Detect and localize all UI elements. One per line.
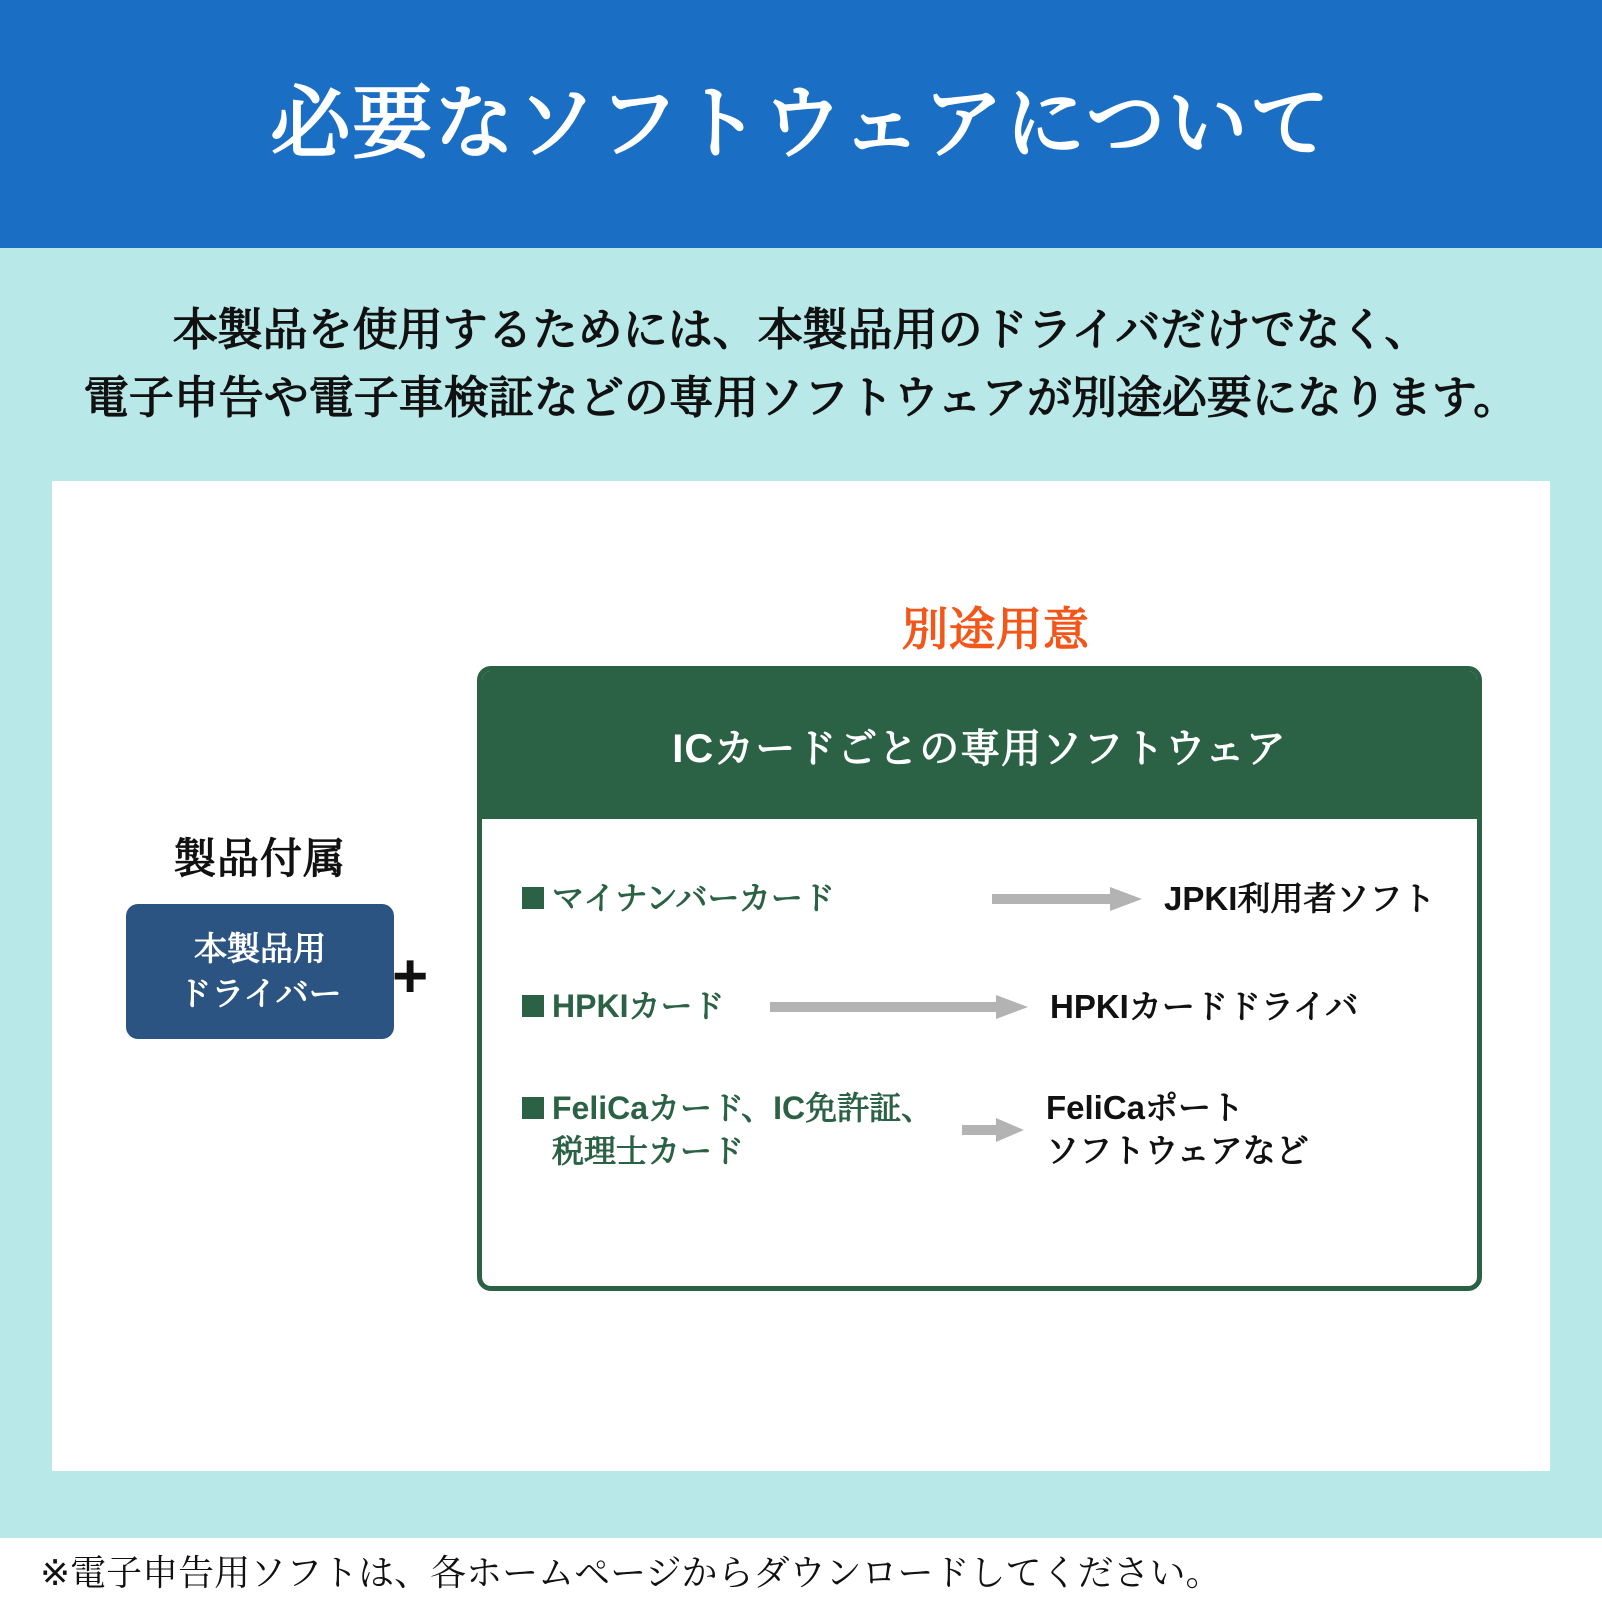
- software-label: [1024, 1087, 1309, 1173]
- software-label-text: HPKIカードドライバ: [1050, 987, 1359, 1025]
- software-label-text: JPKI利用者ソフト: [1164, 879, 1436, 917]
- arrow-1: [992, 886, 1142, 912]
- arrow-3: [962, 1117, 1024, 1143]
- card-type-line-2: 税理士カード: [552, 1133, 745, 1170]
- bullet-square-icon: [522, 887, 544, 909]
- software-panel-title: ICカードごとの専用ソフトウェア: [482, 671, 1477, 819]
- mapping-row: [522, 979, 1437, 1035]
- lead-line-1: 本製品を使用するためには、本製品用のドライバだけでなく、: [172, 304, 1430, 355]
- bullet-square-icon: [522, 1097, 544, 1119]
- page-header: [0, 0, 1602, 248]
- plus-sign: +: [392, 942, 429, 1011]
- page-title: 必要なソフトウェアについて: [270, 79, 1332, 168]
- diagram-card: [52, 481, 1550, 1471]
- software-label: [1142, 878, 1435, 921]
- software-label-line-1: FeliCaポート: [1046, 1089, 1245, 1127]
- card-type-line-1: FeliCaカード、IC免許証、: [552, 1090, 934, 1126]
- driver-box-line-1: 本製品用: [194, 929, 326, 967]
- bullet-square-icon: [522, 995, 544, 1017]
- software-panel-body: [482, 819, 1477, 1173]
- software-label: [1028, 986, 1358, 1029]
- software-panel: [477, 666, 1482, 1291]
- mapping-row: [522, 1087, 1437, 1173]
- card-type: [522, 877, 992, 920]
- software-label-line-2: ソフトウェアなど: [1046, 1132, 1309, 1170]
- lead-text: [0, 248, 1602, 431]
- bundled-label: 製品付属: [173, 835, 346, 882]
- card-type-label: [552, 1087, 933, 1173]
- lead-line-2: 電子申告や電子車検証などの専用ソフトウェアが別途必要になります。: [83, 371, 1519, 423]
- right-arrow-icon: [962, 1117, 1024, 1143]
- footnote-text: ※電子申告用ソフトは、各ホームページからダウンロードしてください。: [40, 1551, 1222, 1593]
- footnote: [0, 1538, 1602, 1602]
- right-arrow-icon: [770, 994, 1028, 1020]
- driver-box: [126, 904, 394, 1039]
- card-type-label: HPKIカード: [552, 988, 725, 1025]
- right-arrow-icon: [992, 886, 1142, 912]
- driver-box-line-2: ドライバー: [178, 974, 342, 1012]
- card-type: [522, 1087, 992, 1173]
- content-area: [0, 248, 1602, 1538]
- arrow-2: [770, 994, 1028, 1020]
- card-type-label: マイナンバーカード: [552, 880, 835, 917]
- separate-preparation-label: 別途用意: [902, 603, 1090, 655]
- mapping-row: [522, 871, 1437, 927]
- bundled-column: [100, 826, 420, 1039]
